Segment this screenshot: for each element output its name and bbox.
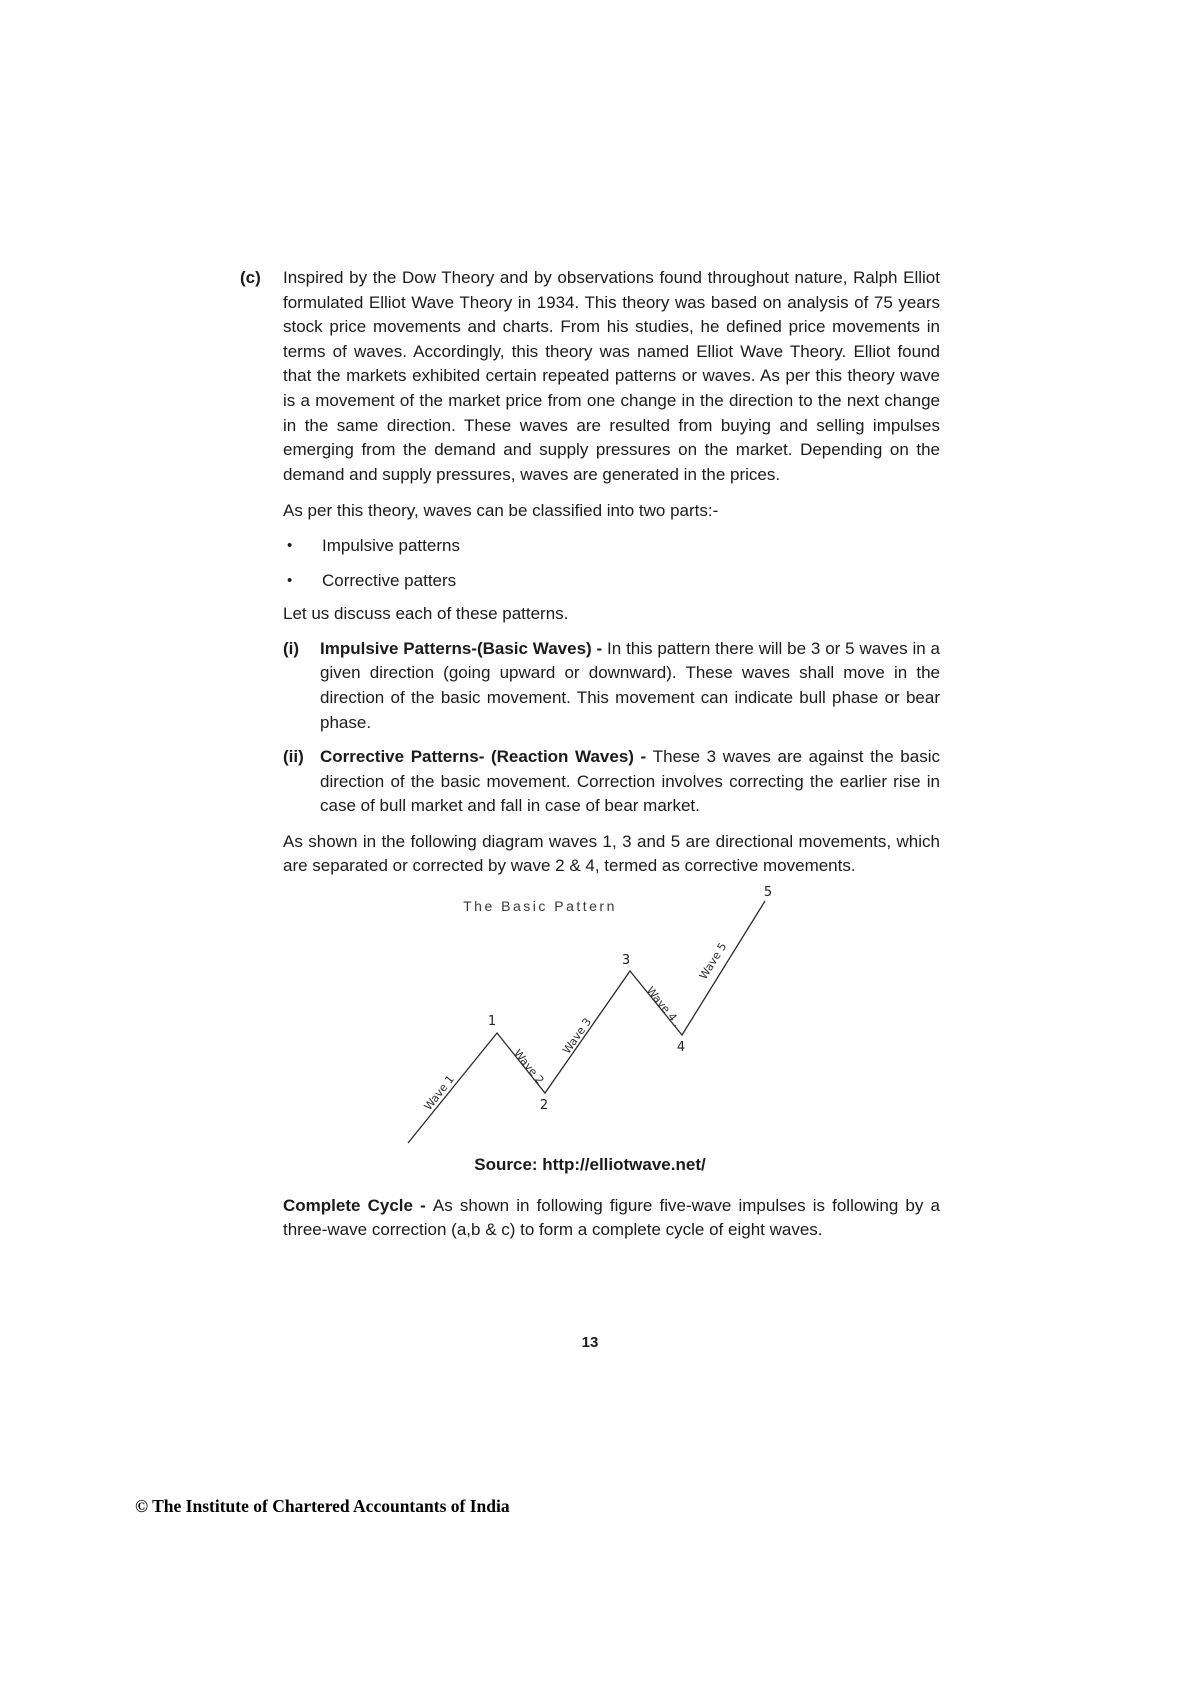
basic-pattern-diagram [240,883,940,1151]
discuss-intro: Let us discuss each of these patterns. [283,604,569,624]
wave-point-label-1: 1 [487,1014,497,1030]
bullet-label: Impulsive patterns [322,535,460,555]
wave-segment-label: Wave 5 [696,940,730,982]
paragraph-c [240,266,940,487]
bullet-item-corrective [287,569,940,594]
wave-segment-label: Wave 1 [421,1072,457,1113]
numbered-item-ii [283,745,940,819]
complete-cycle-paragraph [283,1194,940,1243]
wave-segment-label: Wave 2 [510,1046,547,1087]
wave-point-label-3: 3 [621,953,631,969]
item-marker: (ii) [283,747,304,767]
wave-chart [380,883,880,1151]
bullet-item-impulsive [287,534,940,559]
source-attribution: Source: http://elliotwave.net/ [474,1155,706,1175]
item-title: Impulsive Patterns-(Basic Waves) - [320,638,608,658]
item-description: These 3 waves are against the basic direction of the basic movement. Correction involves correcting the earlier rise in case of bull market and fall in case of bear market. [320,747,940,816]
item-text [320,637,940,735]
bullet-label: Corrective patters [322,570,457,590]
list-marker-c: (c) [240,268,261,287]
wave-point-label-5: 5 [763,885,773,901]
item-text [320,745,940,819]
complete-cycle-text: As shown in following figure five-wave impulses is following by a three-wave correction (a,b & c) to form a complete cycle of eight waves. [283,1195,940,1240]
bullet-icon: • [287,536,293,554]
paragraph-c-text: Inspired by the Dow Theory and by observations found throughout nature, Ralph Elliot formulated Elliot Wave Theory in 1934. This theory was based on analysis of 75 years stock price movements and charts. From his studies, he defined price movements in terms of waves. Accordingly, this theory was named Elliot Wave Theory. Elliot found that the markets exhibited certain repeated patterns or waves. As per this theory wave is a movement of the market price from one change in the direction to the next change in the same direction. These waves are resulted from buying and selling impulses emerging from the demand and supply pressures on the market. Depending on the demand and supply pressures, waves are generated in the prices. [283,268,940,484]
item-description: In this pattern there will be 3 or 5 waves in a given direction (going upward or downward). These waves shall move in the direction of the basic movement. This movement can indicate bull phase or bear phase. [320,638,940,732]
wave-segment-label: Wave 4 . [643,984,684,1030]
classification-intro: As per this theory, waves can be classified into two parts:- [283,501,719,521]
wave-point-label-4: 4 [676,1040,686,1056]
page-number: 13 [581,1334,599,1351]
item-marker: (i) [283,638,300,658]
footer-copyright: © The Institute of Chartered Accountants of India [135,1496,510,1516]
diagram-lead-text: As shown in the following diagram waves 1, 3 and 5 are directional movements, which are separated or corrected by wave 2 & 4, termed as corrective movements. [283,831,940,876]
item-title: Corrective Patterns- (Reaction Waves) - [320,747,653,767]
wave-segment-label: Wave 3 [560,1015,595,1057]
page-content [240,266,940,1243]
diagram-title: The Basic Pattern [463,898,617,915]
wave-point-label-2: 2 [539,1098,549,1114]
bullet-icon: • [287,571,293,589]
numbered-item-i [283,637,940,735]
complete-cycle-title: Complete Cycle - [283,1195,433,1215]
